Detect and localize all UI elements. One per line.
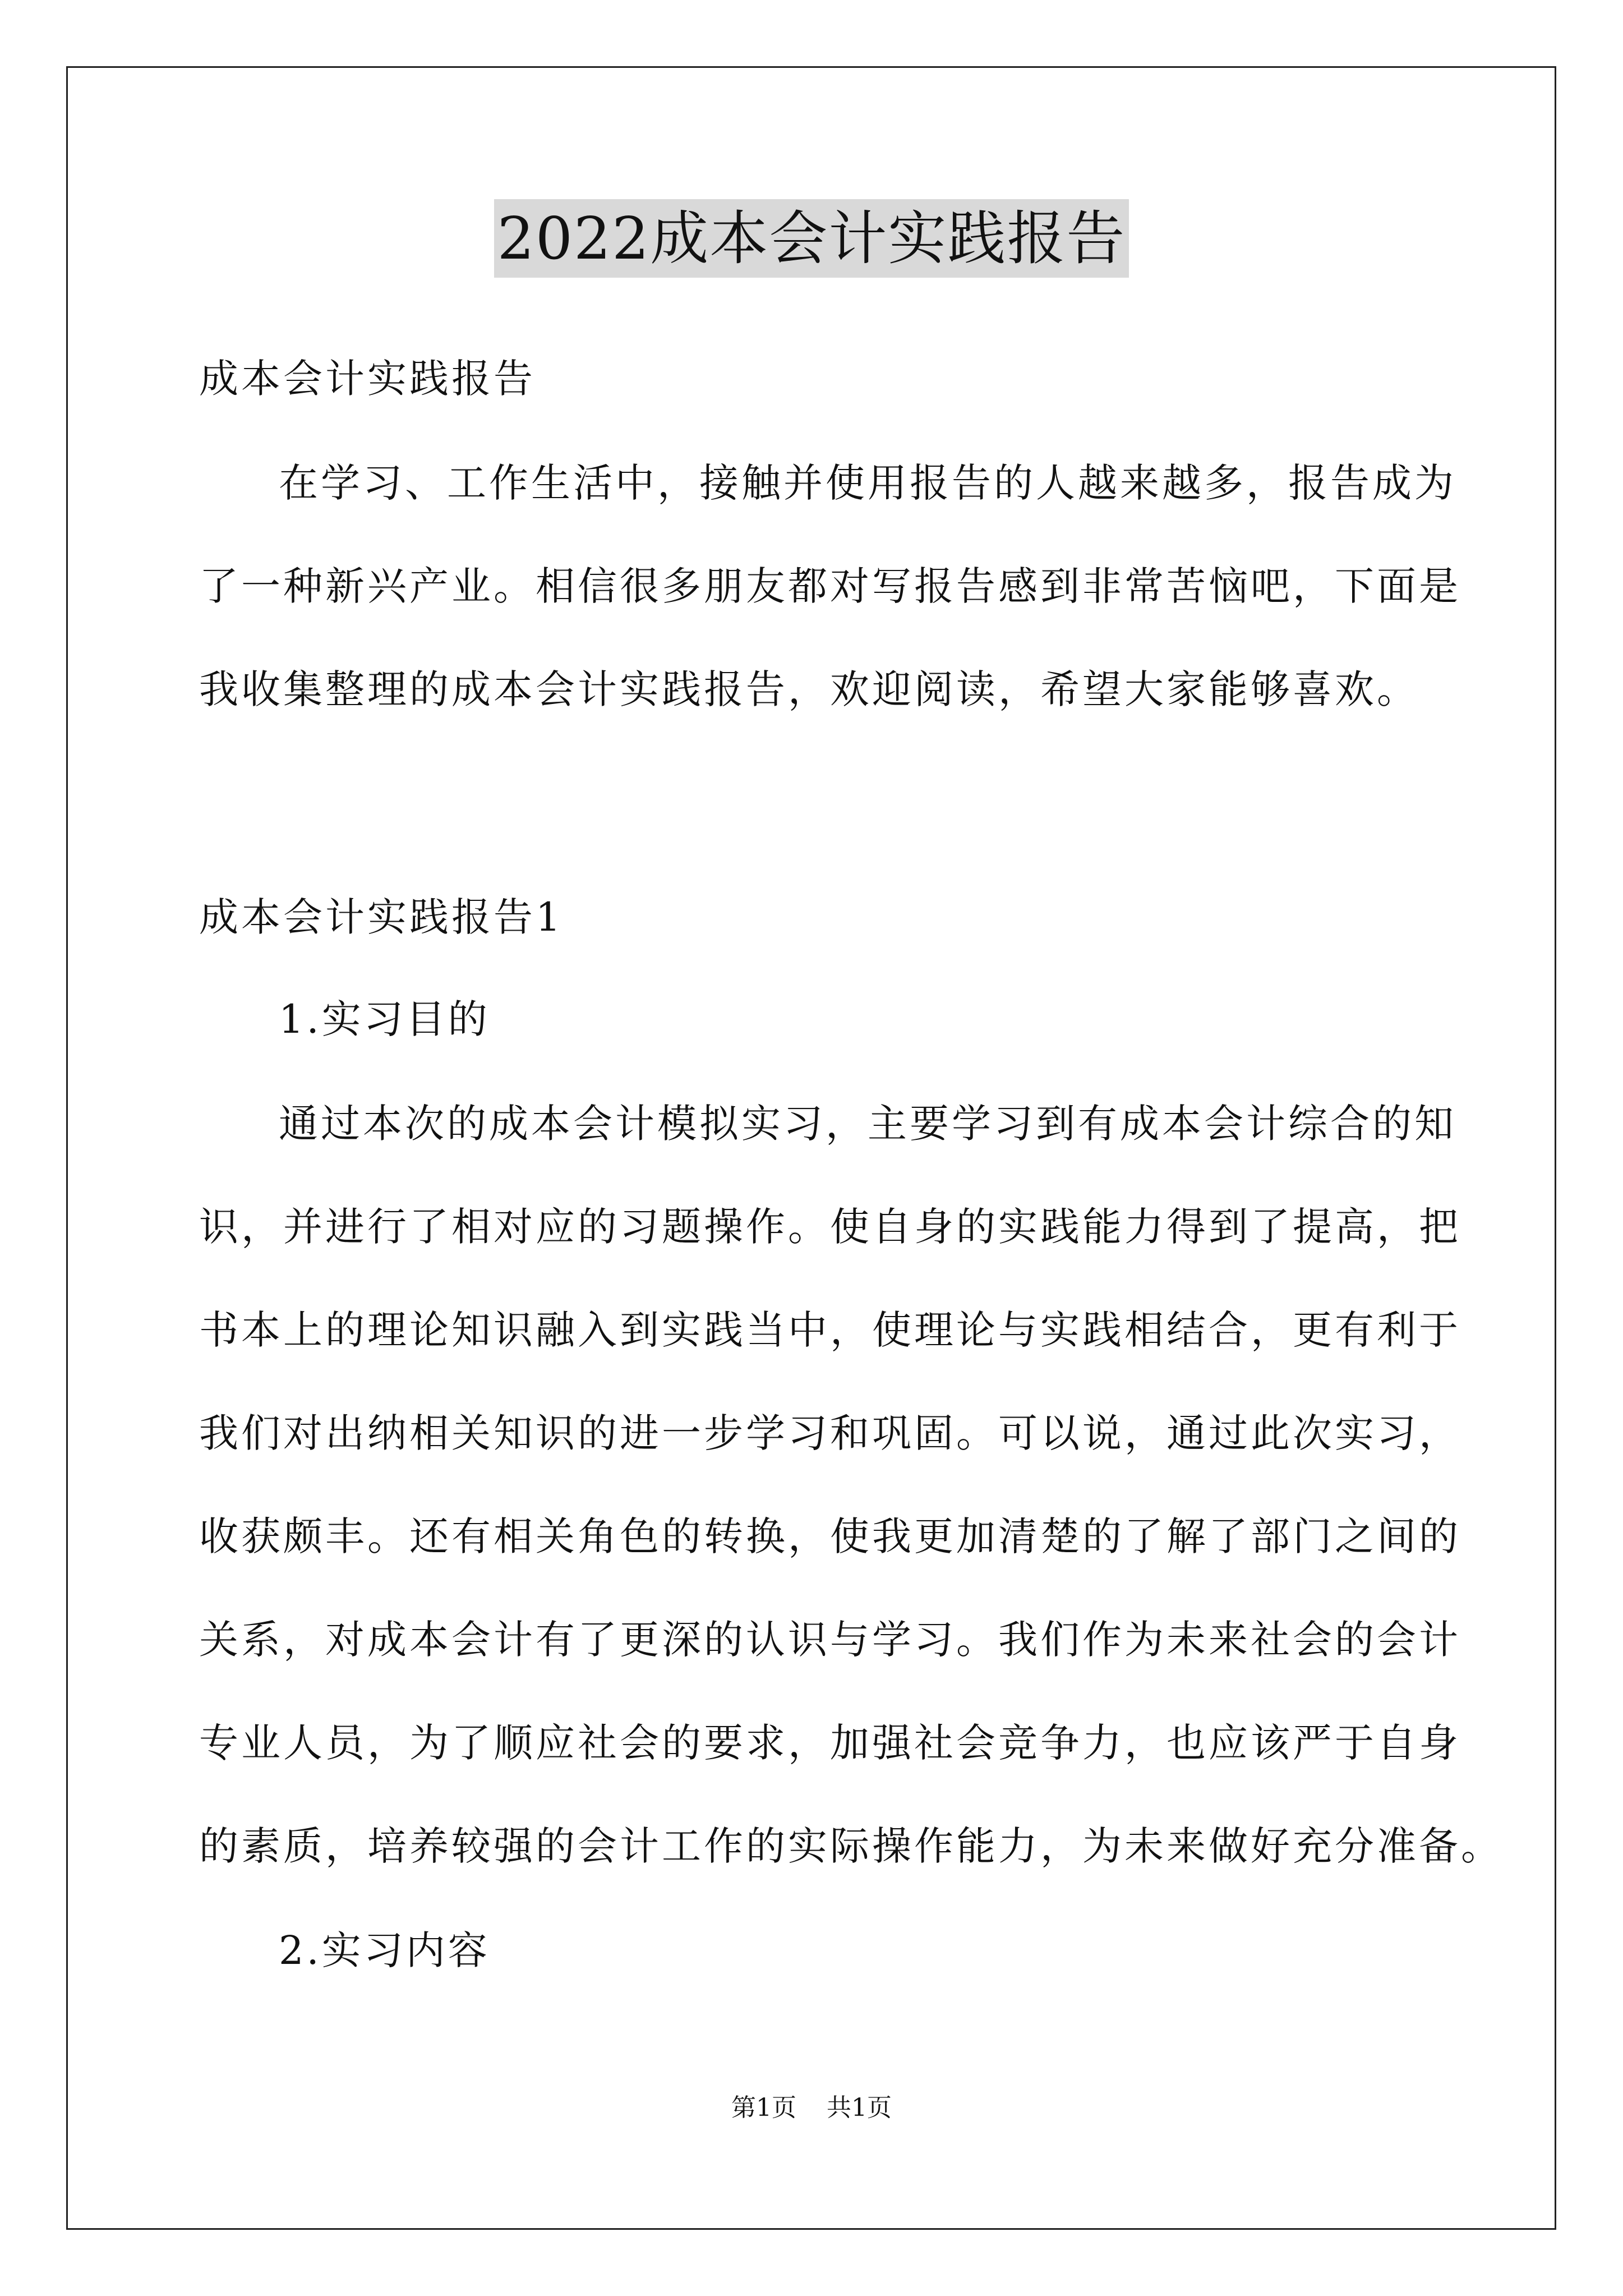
item1-line: 我们对出纳相关知识的进一步学习和巩固。可以说，通过此次实习，	[199, 1410, 1461, 1456]
item1-line: 书本上的理论知识融入到实践当中，使理论与实践相结合，更有利于	[199, 1307, 1461, 1353]
page-number: 第1页	[731, 2093, 796, 2122]
title-container	[0, 199, 1623, 278]
item1-line: 关系，对成本会计有了更深的认识与学习。我们作为未来社会的会计	[199, 1617, 1461, 1663]
intro-line: 我收集整理的成本会计实践报告，欢迎阅读，希望大家能够喜欢。	[199, 666, 1419, 712]
item1-line: 收获颇丰。还有相关角色的转换，使我更加清楚的了解了部门之间的	[199, 1513, 1461, 1559]
item1-heading: 1.实习目的	[279, 996, 490, 1042]
item2-heading: 2.实习内容	[279, 1927, 490, 1973]
intro-line: 在学习、工作生活中，接触并使用报告的人越来越多，报告成为	[279, 460, 1456, 506]
intro-line: 了一种新兴产业。相信很多朋友都对写报告感到非常苦恼吧，下面是	[199, 563, 1461, 609]
item1-line: 的素质，培养较强的会计工作的实际操作能力，为未来做好充分准备。	[199, 1823, 1503, 1869]
document-subtitle: 成本会计实践报告	[199, 356, 536, 402]
item1-line: 专业人员，为了顺应社会的要求，加强社会竞争力，也应该严于自身	[199, 1720, 1461, 1766]
section-heading: 成本会计实践报告1	[199, 894, 564, 940]
item1-line: 通过本次的成本会计模拟实习，主要学习到有成本会计综合的知	[279, 1101, 1456, 1147]
document-title: 2022成本会计实践报告	[494, 199, 1129, 278]
page-total: 共1页	[827, 2093, 892, 2122]
item1-line: 识，并进行了相对应的习题操作。使自身的实践能力得到了提高，把	[199, 1204, 1461, 1250]
page-footer	[0, 2091, 1623, 2125]
